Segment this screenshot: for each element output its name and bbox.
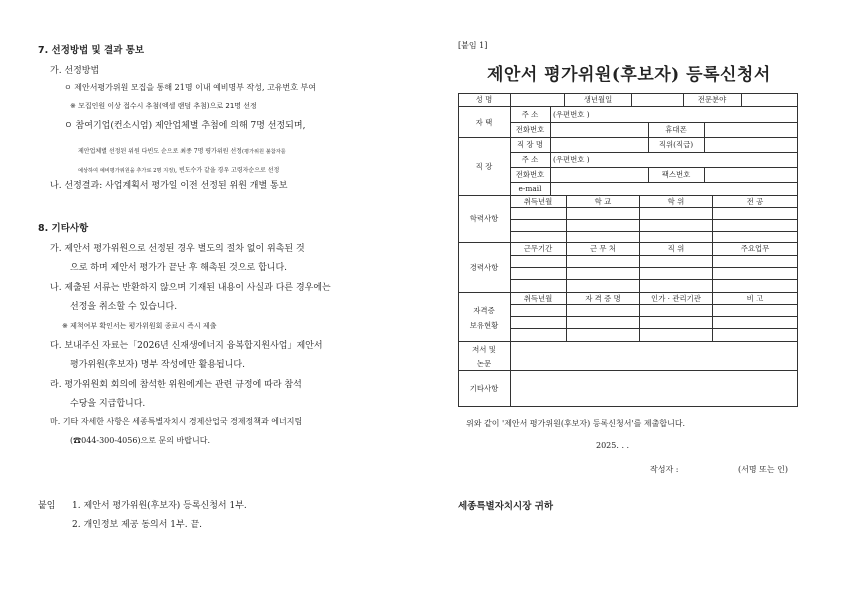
home-label: 자 택 [475,118,493,127]
fax-label: 팩스번호 [661,170,691,179]
bullet-1: ㅇ 제안서평가위원 모집을 통해 21명 이내 예비명부 작성, 고유번호 부여 [64,83,316,92]
bullet-2-line-2-small: (평가위원 불참자를 [241,149,286,155]
mobile-label: 휴대폰 [665,125,687,134]
signature-label: (서명 또는 인) [738,465,788,474]
submission-statement: 위와 같이 '제안서 평가위원(후보자) 등록신청서'를 제출합니다. [466,419,686,428]
education-label: 학력사항 [469,214,499,223]
etc-label: 기타사항 [469,384,499,393]
career-col-position: 직 위 [667,244,685,253]
item-ra-line-2: 수당을 지급합니다. [70,399,146,409]
recipient: 세종특별자치시장 귀하 [458,501,554,512]
name-label: 성 명 [475,95,493,104]
bullet-2-line-2-main: 제안업체별 선정된 위원 다빈도 순으로 최종 7명 평가위원 선정 [78,148,242,155]
certificate-label-2: 보유현황 [469,321,499,330]
registration-form-table [458,93,798,407]
item-ma-line-2: (☎044-300-4056)으로 문의 바랍니다. [70,436,210,445]
birth-label: 생년월일 [583,95,613,104]
work-phone-label: 전화번호 [515,170,545,179]
submission-date: 2025. . . [596,441,630,450]
writer-label: 작성자 : [650,465,679,474]
cert-col-name: 자 격 증 명 [585,294,621,303]
career-col-period: 근무기간 [523,244,553,253]
attachment-item-1: 1. 제안서 평가위원(후보자) 등록신청서 1부. [72,501,247,511]
edu-col-school: 학 교 [594,197,612,206]
item-ma-line-1: 마. 기타 자세한 사항은 세종특별자치시 경제산업국 경제정책과 에너지팀 [50,417,303,426]
career-label: 경력사항 [469,263,499,272]
career-col-workplace: 근 무 처 [589,244,617,253]
edu-col-degree: 학 위 [667,197,685,206]
certificate-label-1: 자격증 [473,306,495,315]
form-title: 제안서 평가위원(후보자) 등록신청서 [487,65,771,85]
edu-col-major: 전 공 [746,197,764,206]
attachment-tag: [붙임 1] [458,41,488,50]
attachment-item-2: 2. 개인정보 제공 동의서 1부. 끝. [72,520,202,530]
selection-result: 나. 선정결과: 사업계획서 평가일 이전 선정된 위원 개별 통보 [50,181,288,191]
bullet-2-line-2 [78,138,286,157]
publication-label-1: 저서 및 [472,345,496,354]
company-label: 직 장 명 [516,140,544,149]
attachment-label: 붙임 [38,501,56,511]
item-na-line-2: 선정을 취소할 수 있습니다. [70,302,178,312]
home-phone-label: 전화번호 [515,125,545,134]
work-address-label: 주 소 [521,155,539,164]
bullet-2-line-3-main: , 빈도수가 같을 경우 고령자순으로 선정 [175,167,280,174]
note-2: ※ 제척여부 확인서는 평가위원회 종료시 즉시 제출 [62,322,217,330]
item-na-line-1: 나. 제출된 서류는 반환하지 않으며 기재된 내용이 사실과 다른 경우에는 [50,283,331,293]
cert-col-remarks: 비 고 [746,294,764,303]
item-ga-line-2: 으로 하며 제안서 평가가 끝난 후 해촉된 것으로 합니다. [70,263,288,273]
note-1: ※ 모집인원 이상 접수시 추첨(엑셀 랜덤 추첨)으로 21명 선정 [70,102,257,110]
item-da-line-1: 다. 보내주신 자료는「2026년 신재생에너지 융복합지원사업」제안서 [50,341,323,351]
section-8-title: 8. 기타사항 [38,223,89,234]
item-ga-line-1: 가. 제안서 평가위원으로 선정된 경우 별도의 절차 없이 위촉된 것 [50,244,305,254]
cert-col-agency: 인가 · 관리기관 [651,294,701,303]
home-address-label: 주 소 [521,110,539,119]
bullet-2-line-3 [78,157,279,176]
publication-label-2: 논문 [476,359,492,368]
bullet-2-line-1: ㅇ 참여기업(컨소시엄) 제안업체별 추첨에 의해 7명 선정되며, [64,121,306,131]
bullet-2-line-3-small: 예상하여 예비평가위원을 추가로 2명 지정) [78,168,176,174]
work-postal: (우편번호 ) [553,155,590,164]
field-label: 전문분야 [697,95,727,104]
edu-col-date: 취득년월 [523,197,553,206]
item-ra-line-1: 라. 평가위원회 회의에 참석한 위원에게는 관련 규정에 따라 참석 [50,380,302,390]
cert-col-date: 취득년월 [523,294,553,303]
career-col-duty: 주요업무 [740,244,770,253]
item-da-line-2: 평가위원(후보자) 명부 작성에만 활용됩니다. [70,360,245,370]
section-7-title: 7. 선정방법 및 결과 통보 [38,45,145,56]
selection-method-heading: 가. 선정방법 [50,66,100,76]
work-label: 직 장 [475,162,493,171]
home-postal: (우편번호 ) [553,110,590,119]
position-label: 직위(직급) [658,140,694,149]
email-label: e-mail [518,184,542,193]
